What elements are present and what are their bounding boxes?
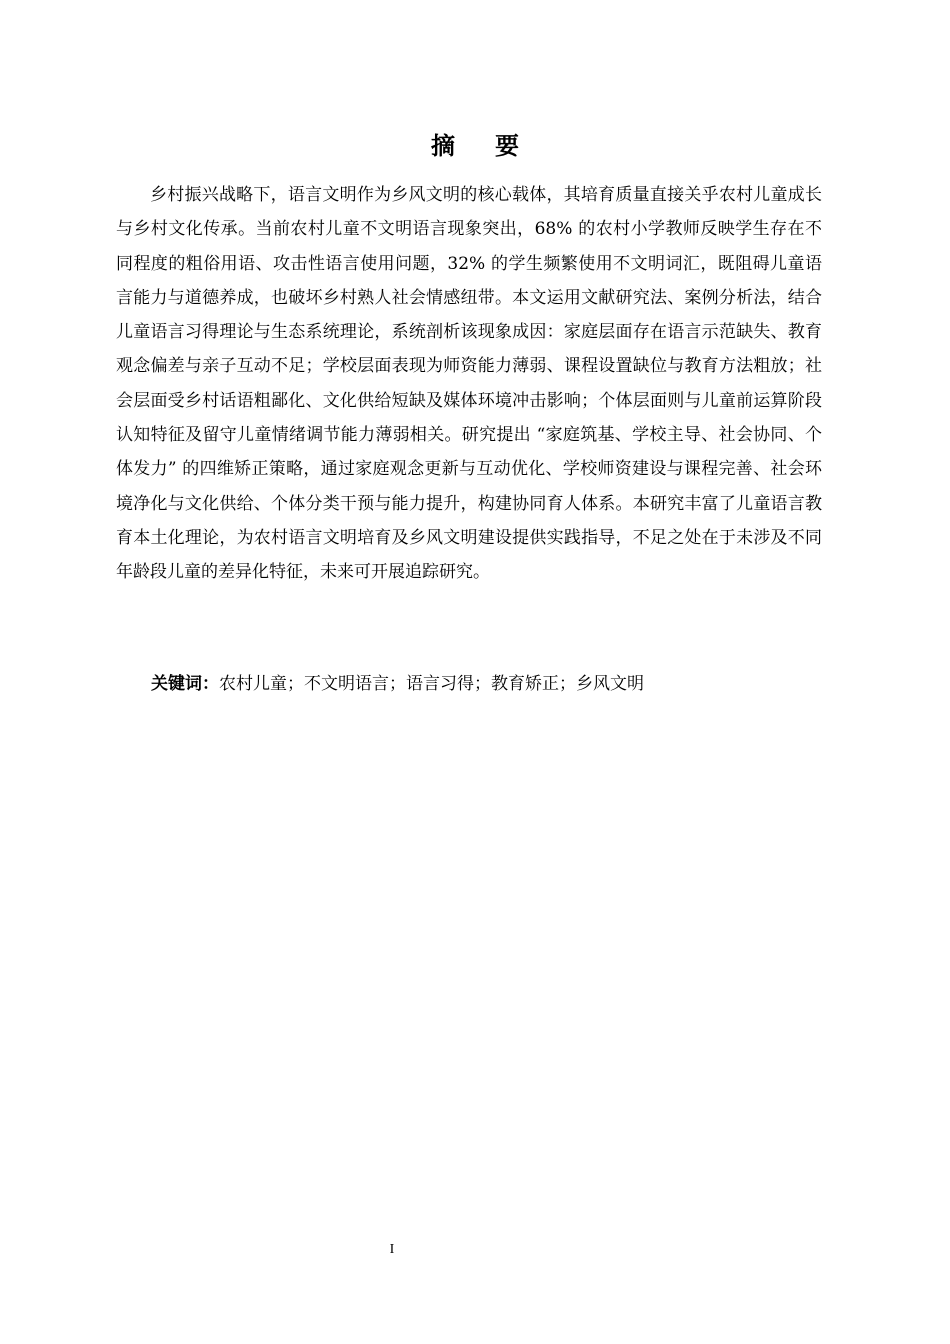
keywords-line	[151, 667, 831, 701]
page-number: I	[389, 1242, 395, 1257]
keywords-label: 关键词：	[151, 674, 219, 694]
abstract-title-part-1: 摘	[431, 132, 455, 160]
keywords-value: 农村儿童；不文明语言；语言习得；教育矫正；乡风文明	[219, 674, 644, 694]
abstract-title-part-2: 要	[495, 132, 519, 160]
abstract-body: 乡村振兴战略下，语言文明作为乡风文明的核心载体，其培育质量直接关乎农村儿童成长与乡村文化传承。当前农村儿童不文明语言现象突出，68% 的农村小学教师反映学生存在不同程度的粗俗用语、攻击性语言使用问题，32% 的学生频繁使用不文明词汇，既阻碍儿童语言能力与道德养成，也破坏乡村熟人社会情感纽带。本文运用文献研究法、案例分析法，结合儿童语言习得理论与生态系统理论，系统剖析该现象成因：家庭层面存在语言示范缺失、教育观念偏差与亲子互动不足；学校层面表现为师资能力薄弱、课程设置缺位与教育方法粗放；社会层面受乡村话语粗鄙化、文化供给短缺及媒体环境冲击影响；个体层面则与儿童前运算阶段认知特征及留守儿童情绪调节能力薄弱相关。研究提出 “家庭筑基、学校主导、社会协同、个体发力” 的四维矫正策略，通过家庭观念更新与互动优化、学校师资建设与课程完善、社会环境净化与文化供给、个体分类干预与能力提升，构建协同育人体系。本研究丰富了儿童语言教育本土化理论，为农村语言文明培育及乡风文明建设提供实践指导，不足之处在于未涉及不同年龄段儿童的差异化特征，未来可开展追踪研究。	[116, 185, 822, 583]
abstract-title	[0, 128, 950, 164]
